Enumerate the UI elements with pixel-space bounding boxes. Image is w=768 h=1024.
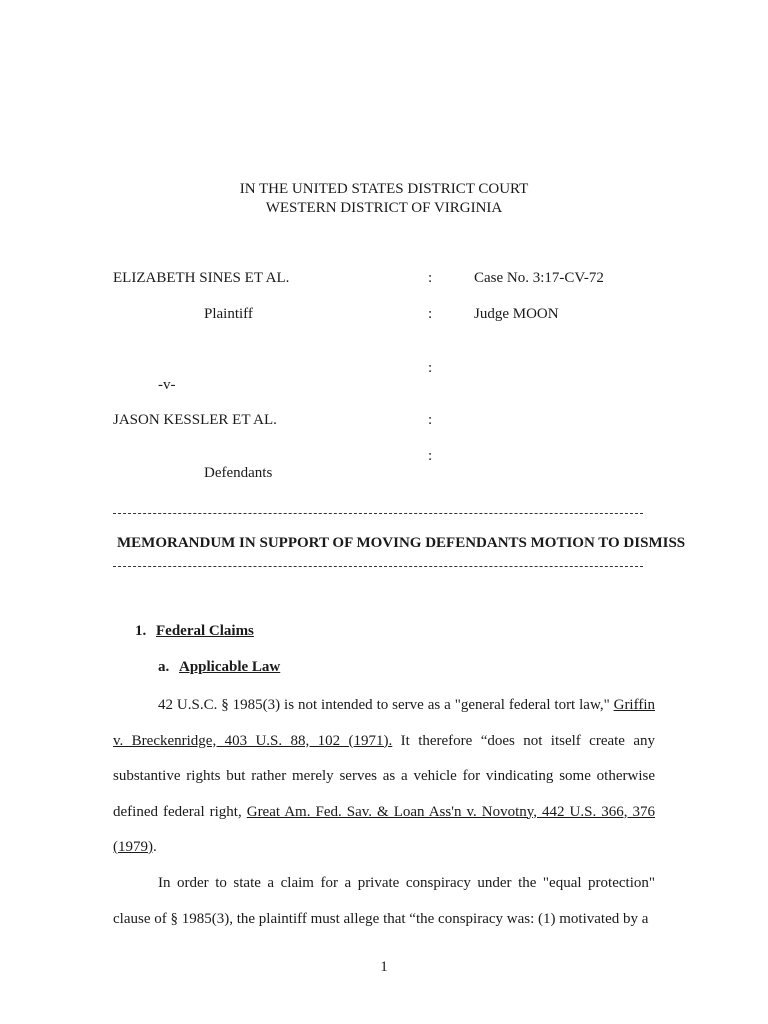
page-number: 1 (380, 959, 388, 975)
caption-colon: : (428, 448, 433, 464)
case-number: Case No. 3:17-CV-72 (474, 270, 604, 286)
dashed-divider-top (113, 513, 643, 514)
case-citation: Great Am. Fed. Sav. & Loan Ass'n v. Novotny, 442 U.S. 366, 376 (1979) (113, 803, 655, 855)
subsection-title: Applicable Law (179, 659, 281, 675)
body-paragraph (113, 688, 655, 866)
judge-name: Judge MOON (474, 306, 559, 322)
dashed-divider-bottom (113, 566, 643, 567)
section-heading (135, 623, 254, 640)
paragraph-text: . (153, 839, 157, 855)
caption-colon: : (428, 270, 433, 286)
section-title: Federal Claims (156, 623, 254, 639)
court-name: IN THE UNITED STATES DISTRICT COURT (239, 181, 529, 197)
paragraph-text: It therefore “does not itself create any substantive rights but rather merely serves as a vehicle for vindicating some otherwise defined federal right, (113, 732, 656, 820)
plaintiff-role: Plaintiff (204, 306, 253, 322)
case-citation: Griffin v. Breckenridge, 403 U.S. 88, 102 (1971). (113, 697, 655, 749)
body-paragraph (113, 866, 655, 937)
paragraph-text: In order to state a claim for a private conspiracy under the "equal protection" clause of § 1985(3), the plaintiff must allege that “the conspiracy was: (1) motivated by a (113, 875, 655, 927)
defendant-role: Defendants (204, 465, 273, 481)
plaintiff-name: ELIZABETH SINES ET AL. (113, 270, 290, 286)
subsection-heading (158, 659, 280, 676)
caption-colon: : (428, 306, 433, 322)
caption-colon: : (428, 412, 433, 428)
paragraph-text: 42 U.S.C. § 1985(3) is not intended to serve as a "general federal tort law," (158, 697, 614, 713)
section-number: 1. (135, 623, 147, 639)
court-district: WESTERN DISTRICT OF VIRGINIA (265, 200, 503, 216)
caption-colon: : (428, 360, 433, 376)
defendant-name: JASON KESSLER ET AL. (113, 412, 277, 428)
subsection-letter: a. (158, 659, 170, 675)
versus-label: -v- (158, 377, 176, 393)
memo-title: MEMORANDUM IN SUPPORT OF MOVING DEFENDANTS MOTION TO DISMISS (117, 535, 686, 551)
